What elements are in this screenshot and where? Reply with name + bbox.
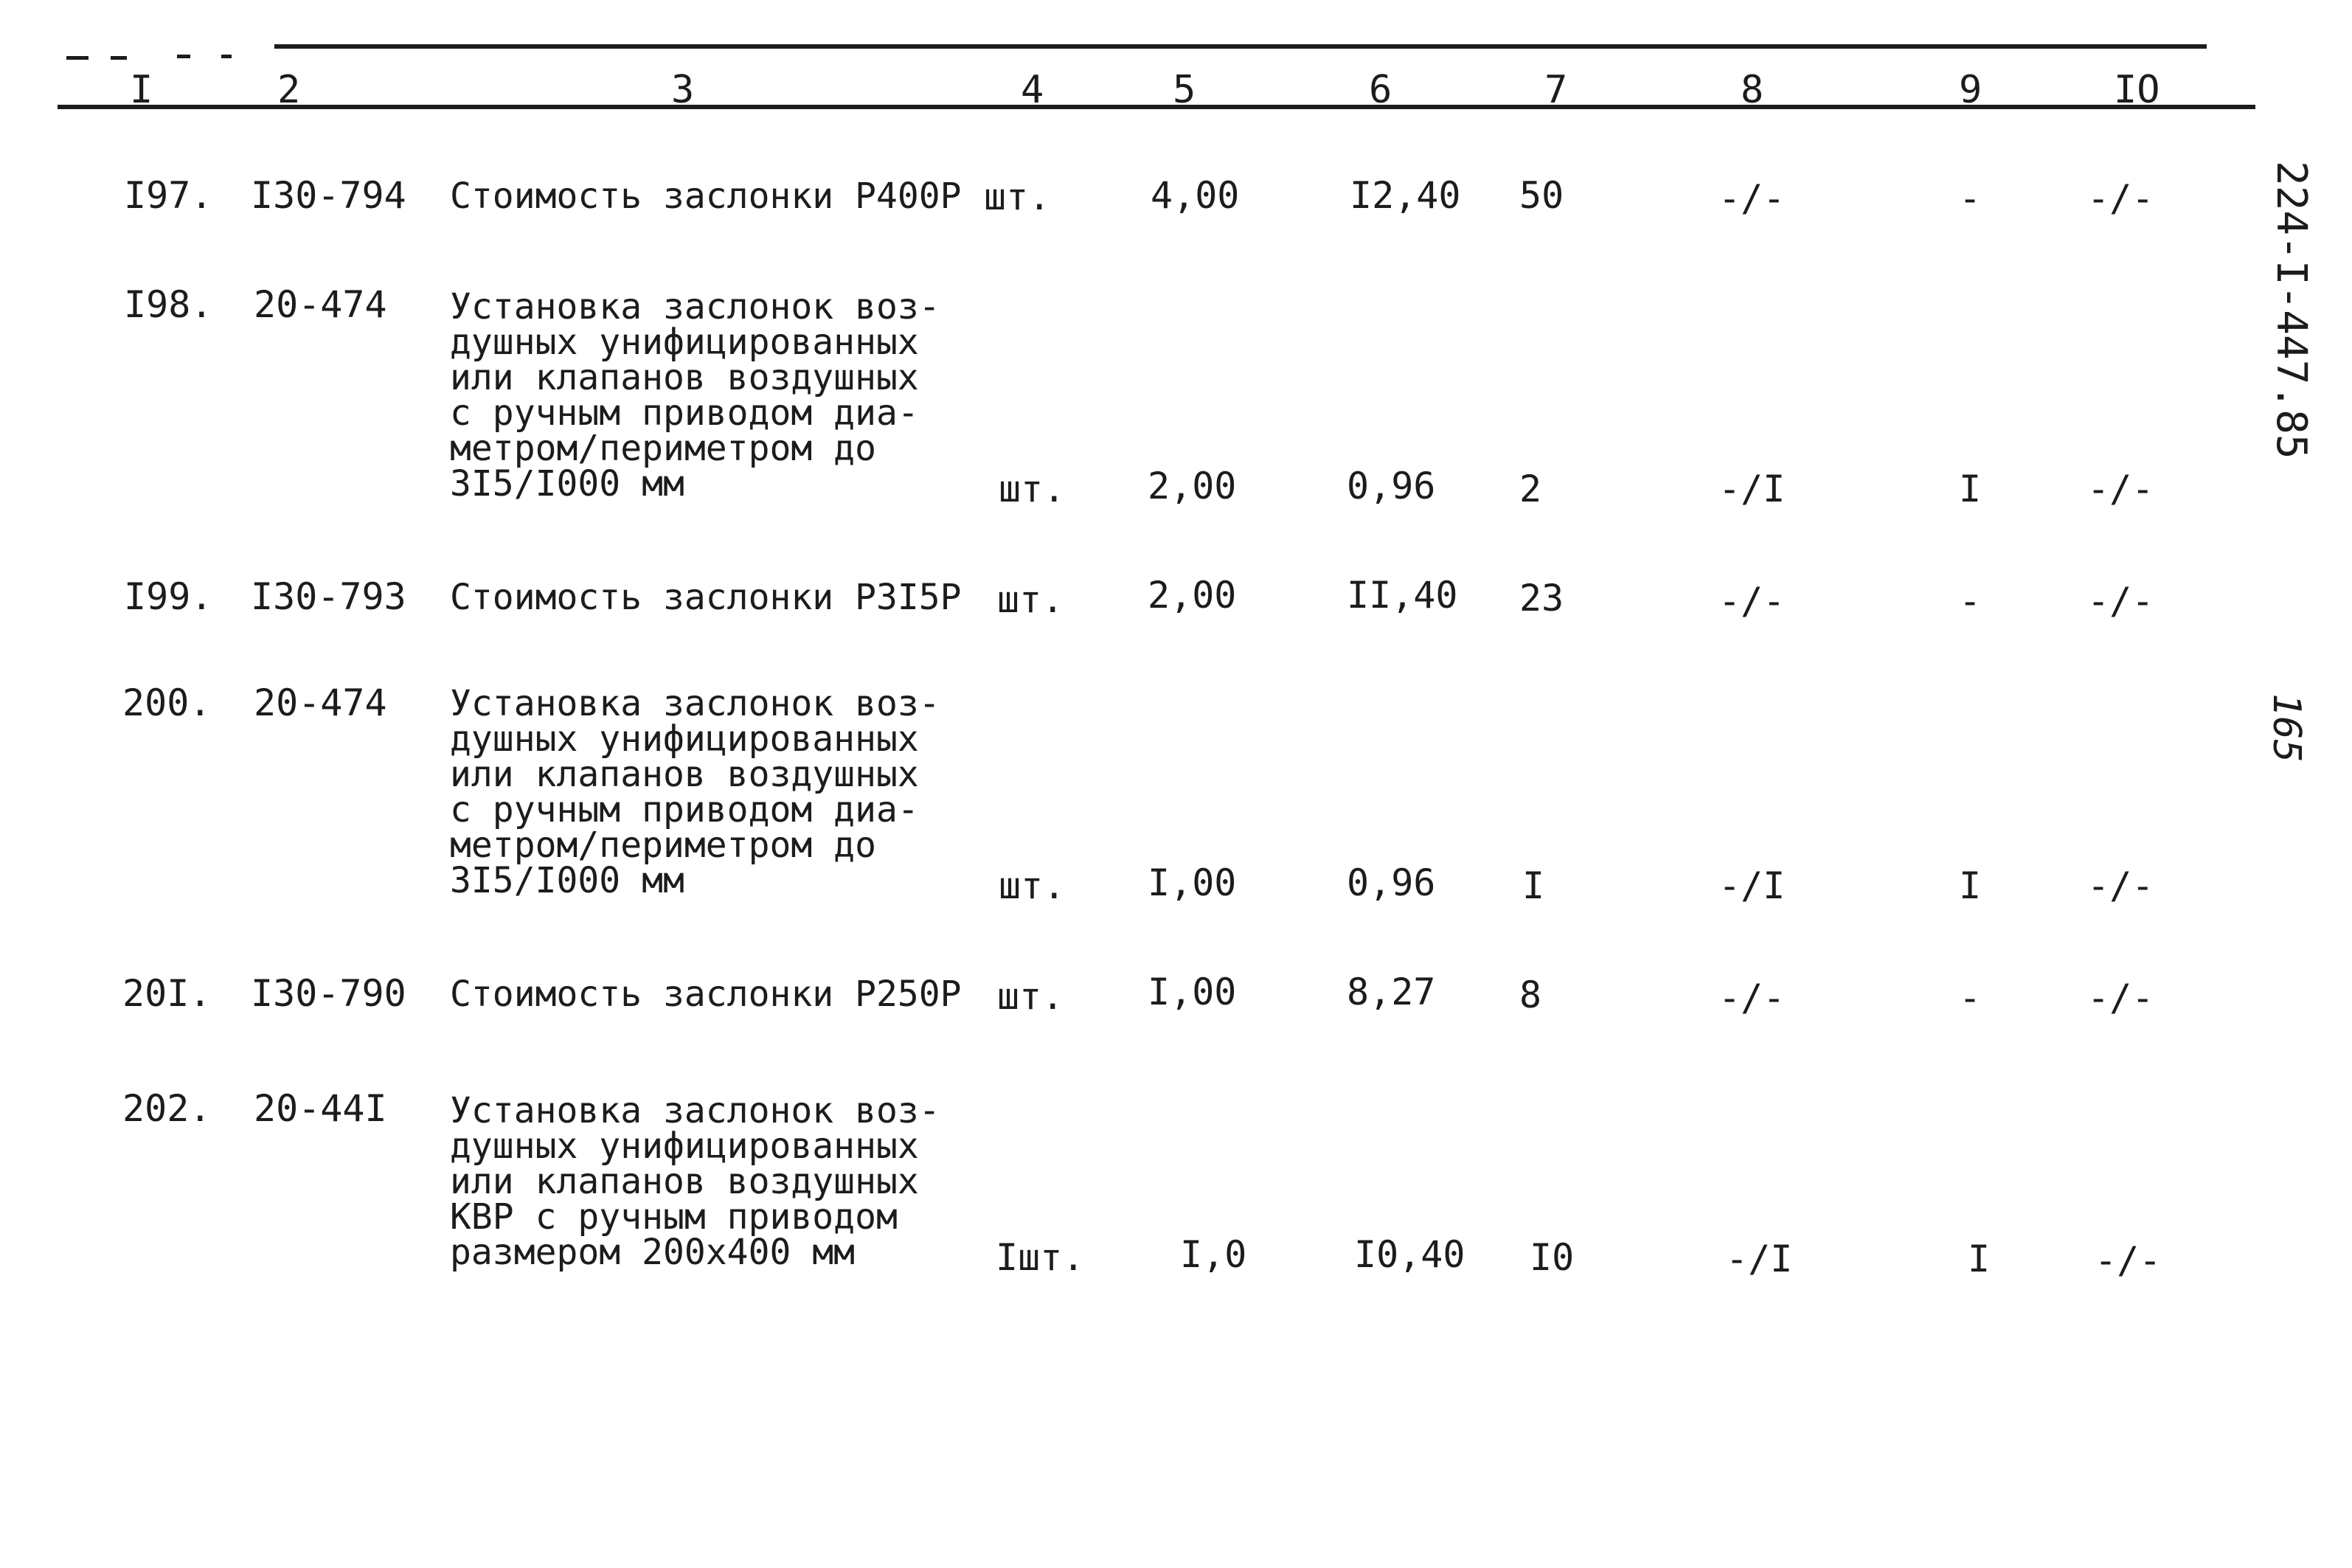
column-header-3: 3 (671, 68, 695, 112)
column-header-7: 7 (1544, 68, 1568, 112)
row-col9: I (1968, 1238, 1991, 1280)
row-code: 20-474 (254, 681, 387, 724)
row-col9: - (1959, 177, 1982, 220)
row-quantity: 2,00 (1148, 574, 1237, 617)
top-dash (111, 56, 127, 60)
row-number: 200. (122, 681, 212, 724)
row-code: 20-44I (254, 1087, 387, 1130)
row-description: Стоимость заслонки Р250Р (450, 974, 962, 1015)
page-number: 165 (2264, 693, 2308, 763)
top-dash (177, 55, 190, 58)
row-col8: -/- (1718, 177, 1786, 220)
row-code: I30-793 (251, 575, 406, 618)
column-header-9: 9 (1959, 68, 1982, 112)
column-header-2: 2 (277, 68, 301, 112)
row-code: I30-794 (251, 174, 406, 217)
row-total: I (1522, 864, 1545, 907)
column-header-10: IO (2114, 68, 2160, 112)
row-quantity: I,00 (1148, 861, 1237, 904)
column-header-6: 6 (1369, 68, 1392, 112)
row-col9: I (1959, 468, 1982, 510)
row-total: 50 (1519, 174, 1564, 217)
row-description: Установка заслонок воз- душных унифицированных или клапанов воздушных с ручным приводом диа- метром/периметром до 3I5/I000 мм (450, 683, 940, 901)
column-header-8: 8 (1741, 68, 1764, 112)
row-unit-price: II,40 (1347, 574, 1458, 617)
row-quantity: I,00 (1148, 971, 1237, 1013)
row-unit: шт. (997, 578, 1064, 621)
header-bottom-rule (58, 105, 2255, 109)
row-col10: -/- (2087, 580, 2154, 622)
row-total: I0 (1530, 1236, 1575, 1279)
row-number: I97. (124, 174, 213, 217)
row-unit-price: I2,40 (1350, 174, 1461, 217)
row-description: Установка заслонок воз- душных унифицированных или клапанов воздушных КВР с ручным приводом размером 200х400 мм (450, 1090, 940, 1273)
row-number: I99. (124, 575, 213, 618)
row-col9: - (1959, 976, 1982, 1019)
row-total: 8 (1519, 974, 1542, 1016)
row-unit: шт. (997, 975, 1064, 1018)
row-unit-price: I0,40 (1354, 1233, 1465, 1276)
row-number: 202. (122, 1087, 212, 1130)
row-col10: -/- (2087, 976, 2154, 1019)
row-col9: - (1959, 580, 1982, 622)
row-unit-price: 0,96 (1347, 861, 1436, 904)
top-dash (66, 56, 89, 60)
row-col10: -/- (2095, 1239, 2162, 1282)
row-col8: -/I (1718, 468, 1786, 510)
header-top-rule (274, 44, 2207, 49)
row-number: 20I. (122, 972, 212, 1015)
row-col10: -/- (2087, 468, 2154, 510)
row-number: I98. (124, 283, 213, 326)
top-dash (221, 55, 232, 58)
row-unit: шт. (999, 864, 1066, 907)
row-description: Стоимость заслонки Р3I5Р (450, 577, 962, 618)
column-header-1: I (130, 68, 153, 112)
row-unit-price: 8,27 (1347, 971, 1436, 1013)
row-unit: шт. (984, 176, 1051, 218)
row-code: I30-790 (251, 972, 406, 1015)
row-unit: шт. (999, 468, 1066, 510)
row-col8: -/- (1718, 580, 1786, 622)
row-quantity: I,0 (1180, 1233, 1247, 1276)
row-unit-price: 0,96 (1347, 465, 1436, 507)
row-total: 2 (1519, 468, 1542, 510)
row-col8: -/I (1726, 1238, 1793, 1280)
row-quantity: 2,00 (1148, 465, 1237, 507)
column-header-5: 5 (1173, 68, 1196, 112)
row-description: Стоимость заслонки Р400Р (450, 176, 962, 217)
row-col8: -/- (1718, 976, 1786, 1019)
row-col10: -/- (2087, 177, 2154, 220)
row-code: 20-474 (254, 283, 387, 326)
row-col9: I (1959, 864, 1982, 907)
row-description: Установка заслонок воз- душных унифицированных или клапанов воздушных с ручным приводом диа- метром/периметром до 3I5/I000 мм (450, 286, 940, 504)
row-col8: -/I (1718, 864, 1786, 907)
row-quantity: 4,00 (1151, 174, 1240, 217)
column-header-4: 4 (1021, 68, 1044, 112)
document-code: 224-I-447.85 (2267, 161, 2315, 459)
row-total: 23 (1519, 577, 1564, 620)
row-unit: Iшт. (996, 1236, 1085, 1279)
row-col10: -/- (2087, 864, 2154, 907)
